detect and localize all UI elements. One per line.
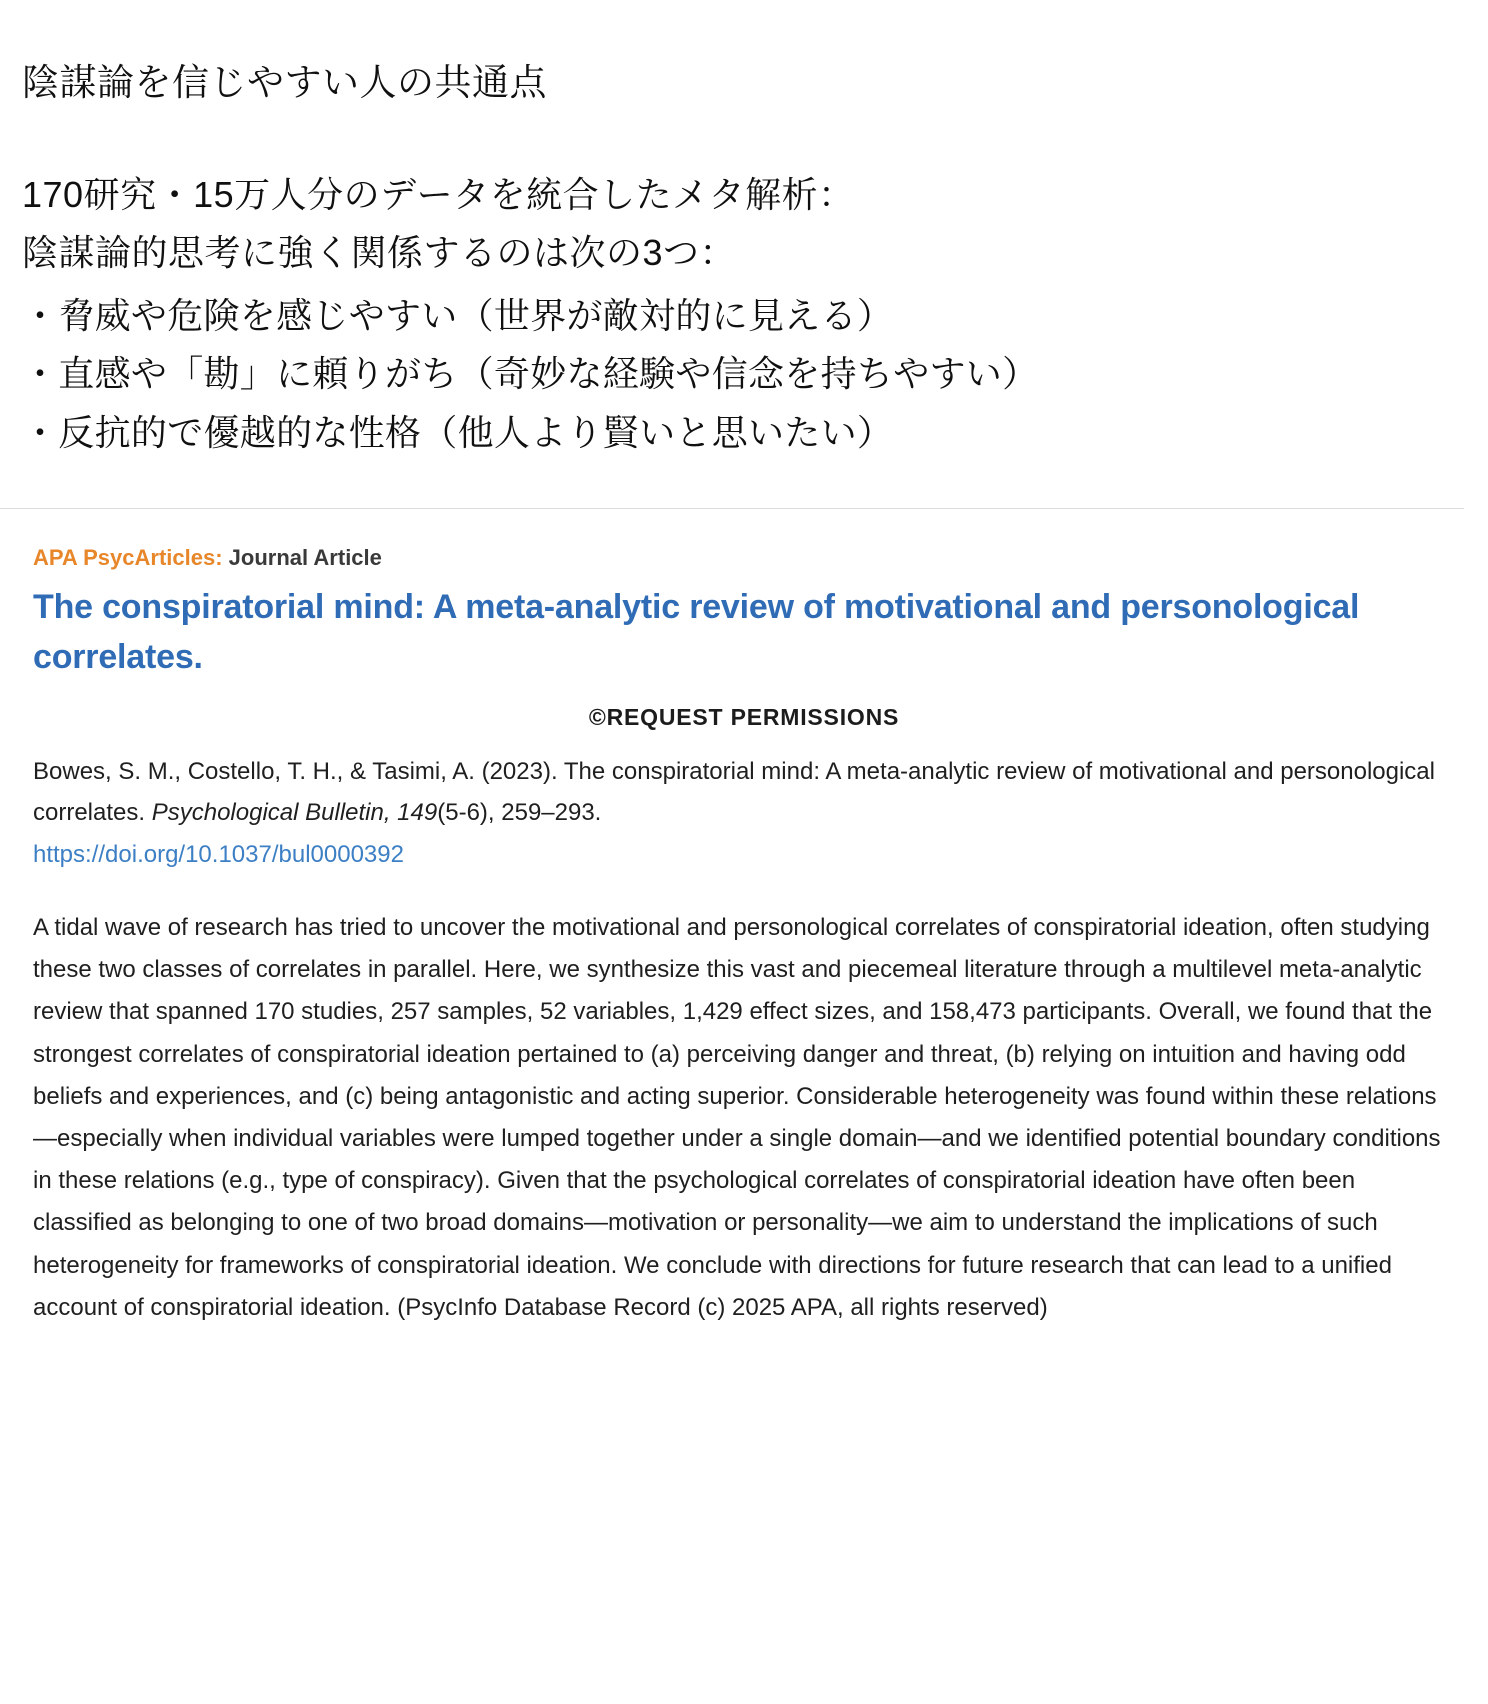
summary-lead-line-2: 陰謀論的思考に強く関係するのは次の3つ： <box>22 231 737 273</box>
article-title-link[interactable]: The conspiratorial mind: A meta-analytic review of motivational and personological correlates. <box>33 588 1360 676</box>
list-item: ・反抗的で優越的な性格（他人より賢いと思いたい） <box>22 411 894 453</box>
summary-bullet-list <box>22 287 1466 462</box>
summary-lead-line-1: 170研究・15万人分のデータを統合したメタ解析： <box>22 173 855 215</box>
summary-spacer <box>22 108 1466 166</box>
article-kicker <box>33 545 1455 571</box>
list-item: ・脅威や危険を感じやすい（世界が敵対的に見える） <box>22 295 894 337</box>
list-item: ・直感や「勘」に頼りがち（奇妙な経験や信念を持ちやすい） <box>22 353 1039 395</box>
source-brand-label: APA PsycArticles: <box>33 545 223 571</box>
request-permissions-button[interactable]: ©REQUEST PERMISSIONS <box>588 704 900 731</box>
content-type-label: Journal Article <box>228 545 382 571</box>
article-abstract: A tidal wave of research has tried to uncover the motivational and personological correlates of conspiratorial ideation, often studying these two classes of correlates in parallel. Here, we synthesize this vast and piecemeal literature through a multilevel meta-analytic review that spanned 170 studies, 257 samples, 52 variables, 1,429 effect sizes, and 158,473 participants. Overall, we found that the strongest correlates of conspiratorial ideation pertained to (a) perceiving danger and threat, (b) relying on intuition and having odd beliefs and experiences, and (c) being antagonistic and acting superior. Considerable heterogeneity was found within these relations—especially when individual variables were lumped together under a single domain—and we identified potential boundary conditions in these relations (e.g., type of conspiracy). Given that the psychological correlates of conspiratorial ideation have often been classified as belonging to one of two broad domains—motivation or personality—we aim to understand the implications of such heterogeneity for frameworks of conspiratorial ideation. We conclude with directions for future research that can lead to a unified account of conspiratorial ideation. (PsycInfo Database Record (c) 2025 APA, all rights reserved) <box>33 913 1441 1321</box>
summary-heading: 陰謀論を信じやすい人の共通点 <box>22 62 547 103</box>
doi-link[interactable]: https://doi.org/10.1037/bul0000392 <box>33 840 404 868</box>
citation-authors-and-title: Bowes, S. M., Costello, T. H., & Tasimi, A. (2023). The conspiratorial mind: A meta-analytic review of motivational and personological correlates. <box>33 758 1435 827</box>
citation-issue-pages: (5-6), 259–293. <box>437 799 602 827</box>
article-citation <box>33 751 1455 834</box>
citation-journal-volume: Psychological Bulletin, 149 <box>151 799 438 827</box>
japanese-summary-section <box>0 0 1488 462</box>
article-card <box>0 509 1488 1329</box>
